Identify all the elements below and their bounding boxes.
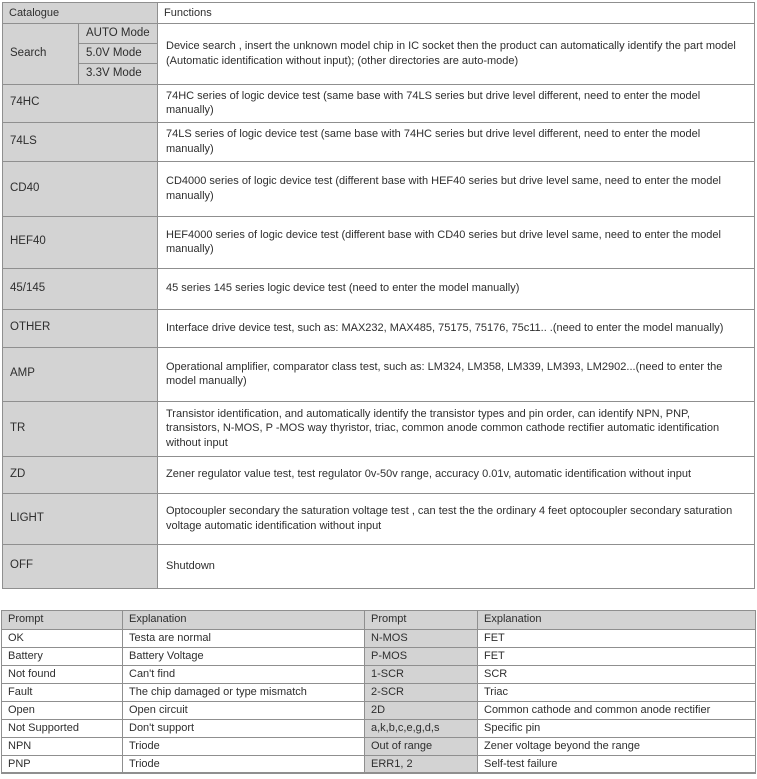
catalogue-label: 74LS [3, 122, 158, 161]
function-cell: 74LS series of logic device test (same base with 74HC series but drive level different, need to enter the model manually) [158, 122, 755, 161]
prompt-cell: Battery [2, 647, 123, 665]
catalogue-row-74hc [3, 84, 755, 122]
catalogue-label: 45/145 [3, 268, 158, 309]
prompt-row [2, 629, 756, 647]
catalogue-label: 74HC [3, 84, 158, 122]
explanation-cell: Don't support [123, 719, 365, 737]
search-mode-5v: 5.0V Mode [79, 44, 158, 64]
prompt-cell: ERR1, 2 [365, 755, 478, 773]
prompt-cell: P-MOS [365, 647, 478, 665]
function-cell: Transistor identification, and automatically identify the transistor types and pin order, can identify NPN, PNP, transistors, N-MOS, P -MOS way thyristor, triac, common anode common cathode rectifier automatic identification without input [158, 401, 755, 456]
prompt-cell: a,k,b,c,e,g,d,s [365, 719, 478, 737]
catalogue-header-row [3, 3, 755, 24]
prompt-cell: Not Supported [2, 719, 123, 737]
catalogue-row-off [3, 544, 755, 588]
catalogue-header-cell: Catalogue [3, 3, 158, 24]
search-mode-auto: AUTO Mode [79, 24, 158, 44]
catalogue-label-search: Search [3, 24, 79, 85]
prompt-cell: PNP [2, 755, 123, 773]
function-cell: CD4000 series of logic device test (different base with HEF40 series but drive level same, need to enter the model manually) [158, 161, 755, 216]
catalogue-label: OTHER [3, 309, 158, 347]
catalogue-label: AMP [3, 347, 158, 401]
catalogue-row-cd40 [3, 161, 755, 216]
prompt-row [2, 719, 756, 737]
prompt-cell: Fault [2, 683, 123, 701]
prompt-row [2, 683, 756, 701]
prompt-row [2, 755, 756, 773]
prompt-header-cell: Prompt [365, 610, 478, 629]
prompt-cell: NPN [2, 737, 123, 755]
prompt-cell: Not found [2, 665, 123, 683]
prompt-cell: 2D [365, 701, 478, 719]
explanation-cell: Self-test failure [478, 755, 756, 773]
explanation-cell: The chip damaged or type mismatch [123, 683, 365, 701]
explanation-cell: Specific pin [478, 719, 756, 737]
catalogue-row-45-145 [3, 268, 755, 309]
explanation-cell: Triac [478, 683, 756, 701]
function-cell: Operational amplifier, comparator class test, such as: LM324, LM358, LM339, LM393, LM2902...(need to enter the model manually) [158, 347, 755, 401]
prompt-row [2, 665, 756, 683]
catalogue-row-other [3, 309, 755, 347]
catalogue-row-zd [3, 456, 755, 493]
prompt-cell: 1-SCR [365, 665, 478, 683]
catalogue-label: OFF [3, 544, 158, 588]
prompt-row [2, 701, 756, 719]
prompt-row [2, 737, 756, 755]
catalogue-row-74ls [3, 122, 755, 161]
explanation-cell: Testa are normal [123, 629, 365, 647]
catalogue-row-tr [3, 401, 755, 456]
prompt-cell: OK [2, 629, 123, 647]
prompt-cell: Out of range [365, 737, 478, 755]
catalogue-label: ZD [3, 456, 158, 493]
search-mode-3v: 3.3V Mode [79, 64, 158, 84]
prompt-explanation-table [1, 610, 756, 775]
catalogue-row-light [3, 493, 755, 544]
functions-header-cell: Functions [158, 3, 755, 24]
explanation-cell: Battery Voltage [123, 647, 365, 665]
function-cell: Shutdown [158, 544, 755, 588]
explanation-cell: Zener voltage beyond the range [478, 737, 756, 755]
catalogue-label: HEF40 [3, 216, 158, 268]
function-cell: Interface drive device test, such as: MAX232, MAX485, 75175, 75176, 75c11.. .(need to enter the model manually) [158, 309, 755, 347]
function-cell: Optocoupler secondary the saturation voltage test , can test the the ordinary 4 feet optocoupler secondary saturation voltage automatic identification without input [158, 493, 755, 544]
search-row [3, 24, 755, 44]
explanation-header-cell: Explanation [478, 610, 756, 629]
explanation-cell: Triode [123, 755, 365, 773]
explanation-cell: SCR [478, 665, 756, 683]
catalogue-label: CD40 [3, 161, 158, 216]
function-cell: Zener regulator value test, test regulator 0v-50v range, accuracy 0.01v, automatic identification without input [158, 456, 755, 493]
catalogue-row-amp [3, 347, 755, 401]
explanation-cell: Common cathode and common anode rectifier [478, 701, 756, 719]
prompt-cell: N-MOS [365, 629, 478, 647]
explanation-cell: FET [478, 647, 756, 665]
prompt-row [2, 647, 756, 665]
function-cell: 74HC series of logic device test (same base with 74LS series but drive level different, need to enter the model manually) [158, 84, 755, 122]
function-cell: 45 series 145 series logic device test (need to enter the model manually) [158, 268, 755, 309]
function-cell: HEF4000 series of logic device test (different base with CD40 series but drive level same, need to enter the model manually) [158, 216, 755, 268]
explanation-cell: Can't find [123, 665, 365, 683]
prompt-header-row [2, 610, 756, 629]
catalogue-label: TR [3, 401, 158, 456]
explanation-cell: Open circuit [123, 701, 365, 719]
explanation-header-cell: Explanation [123, 610, 365, 629]
explanation-cell: Triode [123, 737, 365, 755]
prompt-cell: 2-SCR [365, 683, 478, 701]
catalogue-row-hef40 [3, 216, 755, 268]
catalogue-label: LIGHT [3, 493, 158, 544]
function-cell-search: Device search , insert the unknown model chip in IC socket then the product can automatically identify the part model (Automatic identification without input); (other directories are auto-mode) [158, 24, 755, 85]
explanation-cell: FET [478, 629, 756, 647]
catalogue-functions-table [2, 2, 755, 589]
prompt-cell: Open [2, 701, 123, 719]
prompt-header-cell: Prompt [2, 610, 123, 629]
